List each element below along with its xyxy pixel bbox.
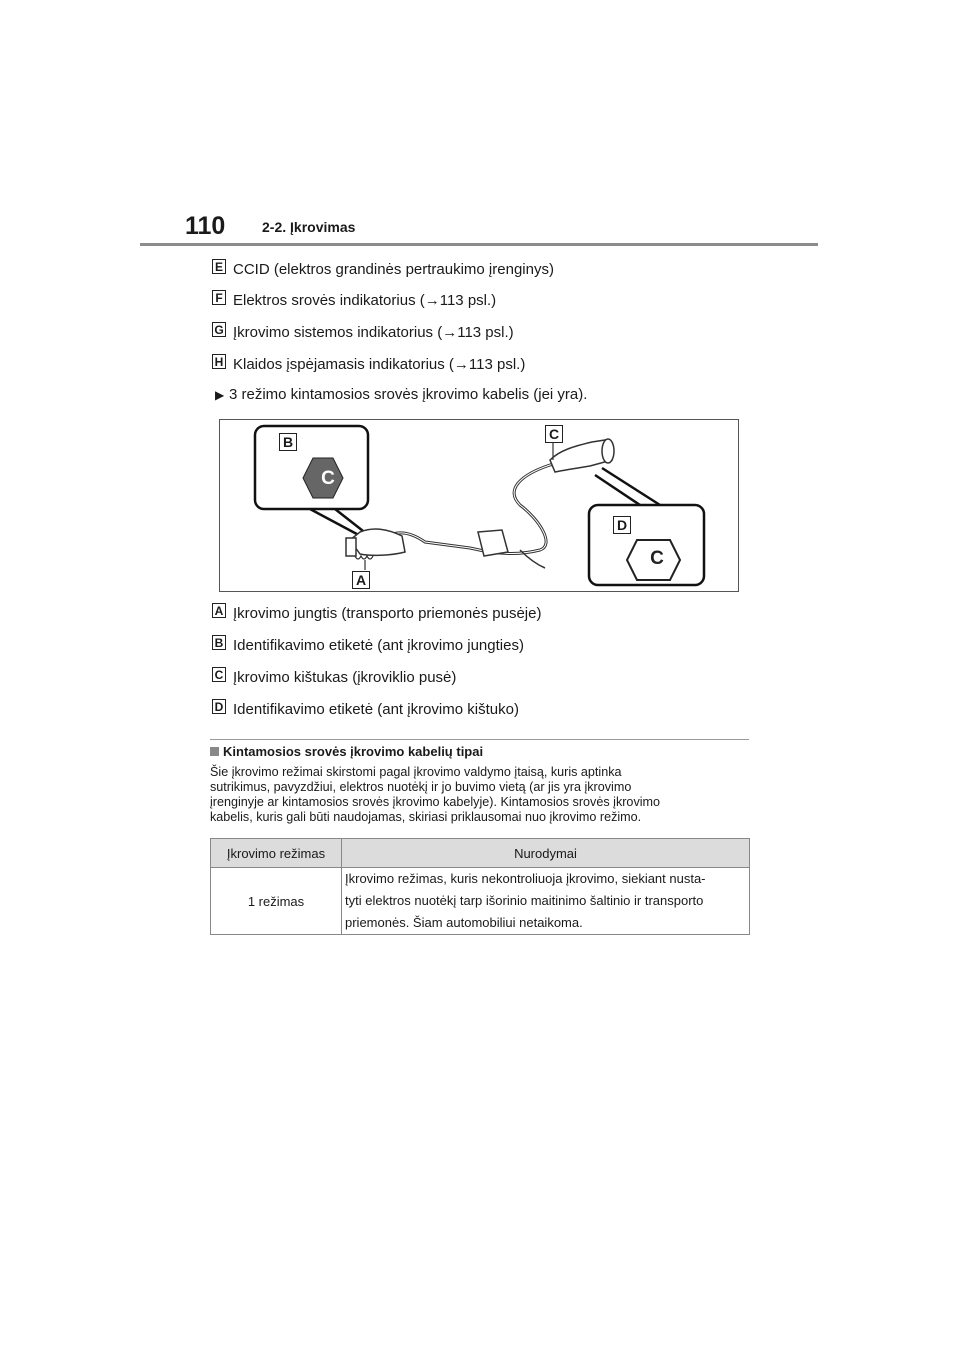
table-cell-mode: 1 režimas [211,868,342,935]
figure-label-d: D [613,516,631,534]
triangle-bullet-icon: ▶ [215,388,225,402]
instruction-line: Įkrovimo režimas, kuris nekontroliuoja įkrovimo, siekiant nusta- [345,871,706,886]
square-bullet-icon [210,747,219,756]
table-header-instructions: Nurodymai [342,839,750,868]
identification-hex-label-plug: C [650,548,664,569]
item-badge-b: B [212,635,226,650]
figure-label-b: B [279,433,297,451]
table-header-mode: Įkrovimo režimas [211,839,342,868]
charging-cable-figure [219,419,739,592]
cable-note: 3 režimo kintamosios srovės įkrovimo kabelis (jei yra). [229,386,588,403]
section-title: 2-2. Įkrovimas [262,219,356,235]
item-text-d: Identifikavimo etiketė (ant įkrovimo kištuko) [233,701,519,718]
paragraph-line: įrenginyje ar kintamosios srovės įkrovimo kabelyje). Kintamosios srovės įkrovimo [210,795,661,809]
item-text-b: Identifikavimo etiketė (ant įkrovimo jungties) [233,637,524,654]
table-cell-instructions [342,868,750,935]
item-badge-g: G [212,322,226,337]
item-text-h: Klaidos įspėjamasis indikatorius (→113 psl.) [233,356,526,373]
subsection-title: Kintamosios srovės įkrovimo kabelių tipai [223,744,484,759]
item-badge-h: H [212,354,226,369]
subsection-paragraph [210,765,750,825]
item-text-c: Įkrovimo kištukas (įkroviklio pusė) [233,669,457,686]
instruction-line: priemonės. Šiam automobiliui netaikoma. [345,915,583,930]
item-badge-e: E [212,259,226,274]
paragraph-line: sutrikimus, pavyzdžiui, elektros nuotėkį ir jo buvimo vietą (ar jis yra įkrovimo [210,780,632,794]
page-number: 110 [185,212,226,240]
subsection-heading [210,744,483,759]
charging-modes-table [210,838,750,935]
item-badge-a: A [212,603,226,618]
item-badge-f: F [212,290,226,305]
figure-label-c: C [545,425,563,443]
item-text-e: CCID (elektros grandinės pertraukimo įrenginys) [233,261,554,278]
paragraph-line: kabelis, kuris gali būti naudojamas, skiriasi priklausomai nuo įkrovimo režimo. [210,810,642,824]
item-text-a: Įkrovimo jungtis (transporto priemonės pusėje) [233,605,542,622]
figure-label-a: A [352,571,370,589]
item-text-f: Elektros srovės indikatorius (→113 psl.) [233,292,497,309]
item-badge-c: C [212,667,226,682]
item-text-g: Įkrovimo sistemos indikatorius (→113 psl.) [233,324,514,341]
instruction-line: tyti elektros nuotėkį tarp išorinio maitinimo šaltinio ir transporto [345,893,704,908]
identification-hex-label: C [321,468,335,489]
header-divider [140,243,818,246]
paragraph-line: Šie įkrovimo režimai skirstomi pagal įkrovimo valdymo įtaisą, kuris aptinka [210,765,622,779]
subsection-divider [210,739,749,740]
table-header-row [211,839,750,868]
table-row [211,868,750,935]
item-badge-d: D [212,699,226,714]
